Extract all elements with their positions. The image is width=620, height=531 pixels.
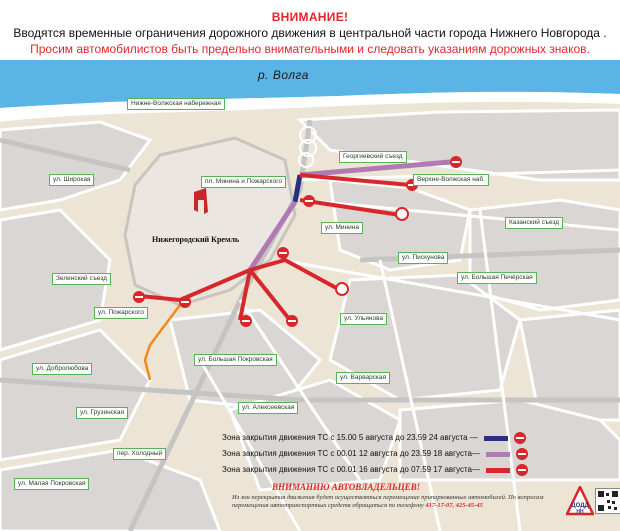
- no-entry-icon: [514, 432, 526, 444]
- legend-swatch: [486, 452, 510, 457]
- warning-title: ВНИМАНИЕ!: [271, 10, 349, 24]
- no-entry-icon: [516, 464, 528, 476]
- river-label: р. Волга: [258, 68, 309, 82]
- street-label: ул. Минина: [321, 222, 363, 234]
- legend-swatch: [484, 436, 508, 441]
- street-label: Георгиевский съезд: [339, 151, 407, 163]
- street-label: ул. Пожарского: [94, 307, 148, 319]
- legend-text: Зона закрытия движения ТС с 00.01 16 августа до 07.59 17 августа—: [222, 465, 481, 475]
- legend-row: [222, 448, 528, 460]
- codd-logo-icon: [566, 486, 594, 516]
- street-label: Нижне-Волжская набережная: [127, 98, 225, 110]
- street-label: ул. Большая Покровская: [194, 354, 277, 366]
- legend-text: Зона закрытия движения ТС с 15.00 5 августа до 23.59 24 августа —: [222, 433, 478, 443]
- no-entry-icon: [516, 448, 528, 460]
- street-label: ул. Широкая: [49, 174, 94, 186]
- announcement-line: Вводятся временные ограничения дорожного движения в центральной части города Нижнего Новгорода .: [13, 26, 607, 40]
- street-label: ул. Добролюбова: [32, 363, 92, 375]
- owners-warning-title: ВНИМАНИЮ АВТОВЛАДЕЛЬЦЕВ!: [272, 482, 421, 492]
- street-label: ул. Большая Печёрская: [457, 272, 537, 284]
- street-label: Верхне-Волжская наб.: [413, 174, 489, 186]
- street-label: пер. Холодный: [113, 448, 166, 460]
- logo-sub: НН: [576, 509, 584, 515]
- street-label: ул. Алексеевская: [238, 402, 298, 414]
- owners-warning-body: [232, 494, 562, 510]
- phone-numbers: 417-17-07, 425-45-45: [425, 502, 483, 509]
- logo-text: ЦОДД: [571, 503, 589, 509]
- legend-text: Зона закрытия движения ТС с 00.01 12 августа до 23.59 18 августа—: [222, 449, 481, 459]
- street-label: ул. Пискунова: [398, 252, 448, 264]
- request-line: Просим автомобилистов быть предельно внимательными и следовать указаниям дорожных знаков.: [30, 42, 590, 56]
- street-label: ул. Малая Покровская: [14, 478, 89, 490]
- warning-text: Из зон перекрытия движения будет осуществляться перемещение припаркованных автомобилей. По вопросам перемещения автотранспортных средств обращаться по телефону: [232, 494, 544, 509]
- legend-row: [222, 432, 526, 444]
- street-label: Зеленский съезд: [52, 273, 111, 285]
- street-label: пл. Минина и Пожарского: [201, 176, 286, 188]
- legend-swatch: [486, 468, 510, 473]
- street-label: ул. Ульянова: [340, 313, 387, 325]
- street-label: Казанский съезд: [505, 217, 563, 229]
- kremlin-label: Нижегородский Кремль: [152, 235, 240, 244]
- street-label: ул. Варварская: [336, 372, 390, 384]
- legend-row: [222, 464, 528, 476]
- header: [0, 0, 620, 60]
- city-map: [0, 60, 620, 531]
- street-label: ул. Грузинская: [76, 407, 128, 419]
- qr-code-icon: [595, 488, 620, 514]
